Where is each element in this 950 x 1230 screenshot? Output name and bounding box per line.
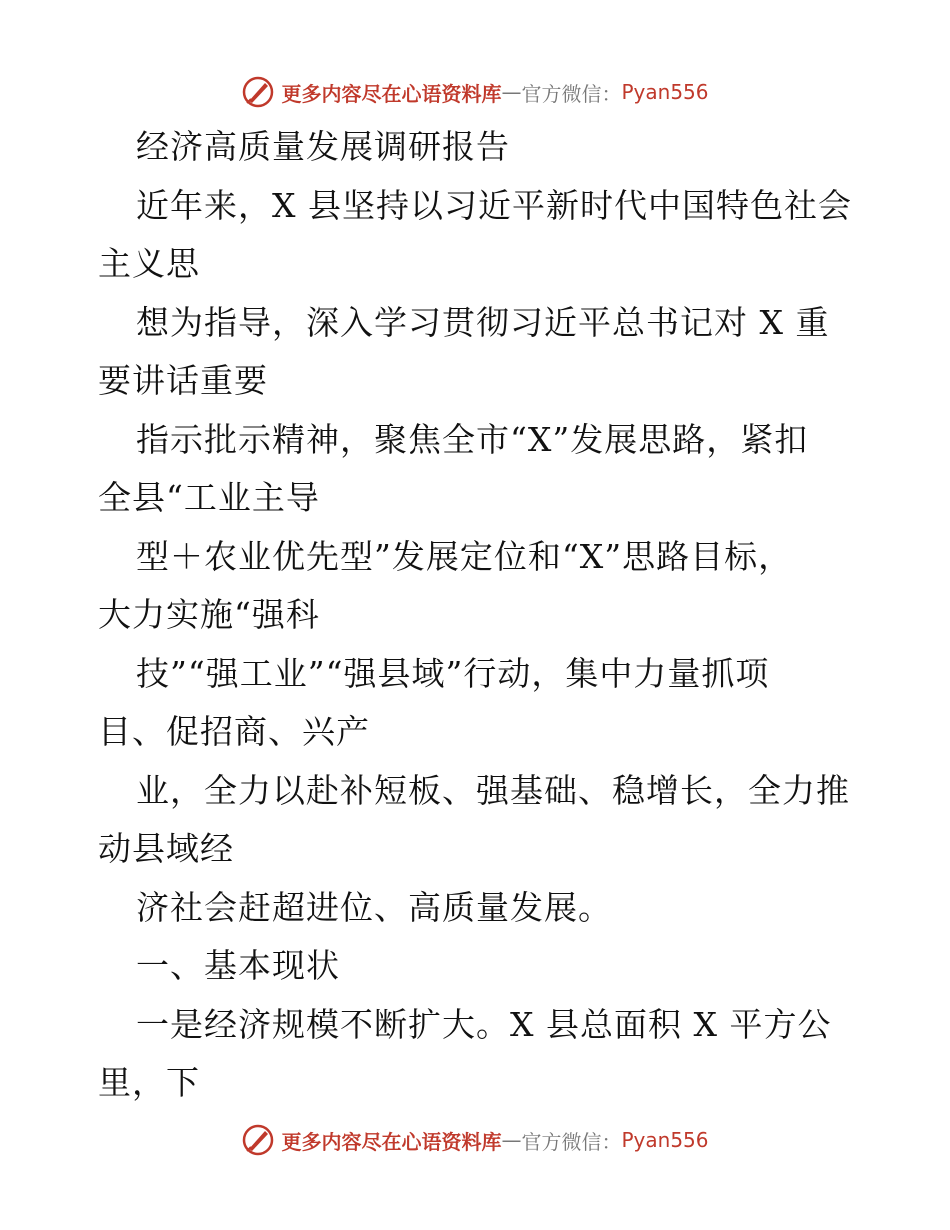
paragraph-line: 要讲话重要 — [98, 361, 268, 400]
feather-pen-logo-icon — [241, 1123, 275, 1157]
paragraph-line: 目、促招商、兴产 — [98, 712, 370, 751]
watermark-wechat-label: 官方微信： — [521, 81, 622, 106]
document-body — [98, 118, 858, 1113]
paragraph-line: 指示批示精神，聚焦全市“X”发展思路，紧扣 — [136, 419, 809, 459]
paragraph-line: 动县域经 — [98, 829, 234, 868]
feather-pen-logo-icon — [241, 75, 275, 109]
watermark-dash: — — [501, 80, 522, 104]
paragraph-line: 全县“工业主导 — [98, 478, 320, 517]
watermark-text: 更多内容尽在心语资料库 — [281, 81, 502, 106]
watermark-wechat-id: Pyan556 — [621, 80, 709, 104]
watermark-wechat-id: Pyan556 — [621, 1128, 709, 1152]
paragraph-line: 里，下 — [98, 1063, 200, 1102]
paragraph-line: 业，全力以赴补短板、强基础、稳增长，全力推 — [136, 770, 850, 810]
watermark-dash: — — [501, 1128, 522, 1152]
paragraph-line: 型＋农业优先型”发展定位和“X”思路目标， — [136, 536, 793, 576]
header-watermark — [0, 72, 950, 112]
paragraph-line: 一是经济规模不断扩大。X 县总面积 X 平方公 — [136, 1004, 832, 1044]
section-heading: 一、基本现状 — [136, 946, 340, 985]
paragraph-line: 想为指导，深入学习贯彻习近平总书记对 X 重 — [136, 302, 830, 342]
paragraph-line: 大力实施“强科 — [98, 595, 320, 634]
paragraph-line: 技”“强工业”“强县域”行动，集中力量抓项 — [136, 653, 770, 693]
paragraph-line: 济社会赶超进位、高质量发展。 — [136, 887, 612, 927]
footer-watermark — [0, 1120, 950, 1160]
paragraph-line: 近年来，X 县坚持以习近平新时代中国特色社会 — [136, 185, 852, 225]
document-title: 经济高质量发展调研报告 — [136, 127, 510, 166]
watermark-wechat-label: 官方微信： — [521, 1129, 622, 1154]
paragraph-line: 主义思 — [98, 244, 200, 283]
watermark-text: 更多内容尽在心语资料库 — [281, 1129, 502, 1154]
